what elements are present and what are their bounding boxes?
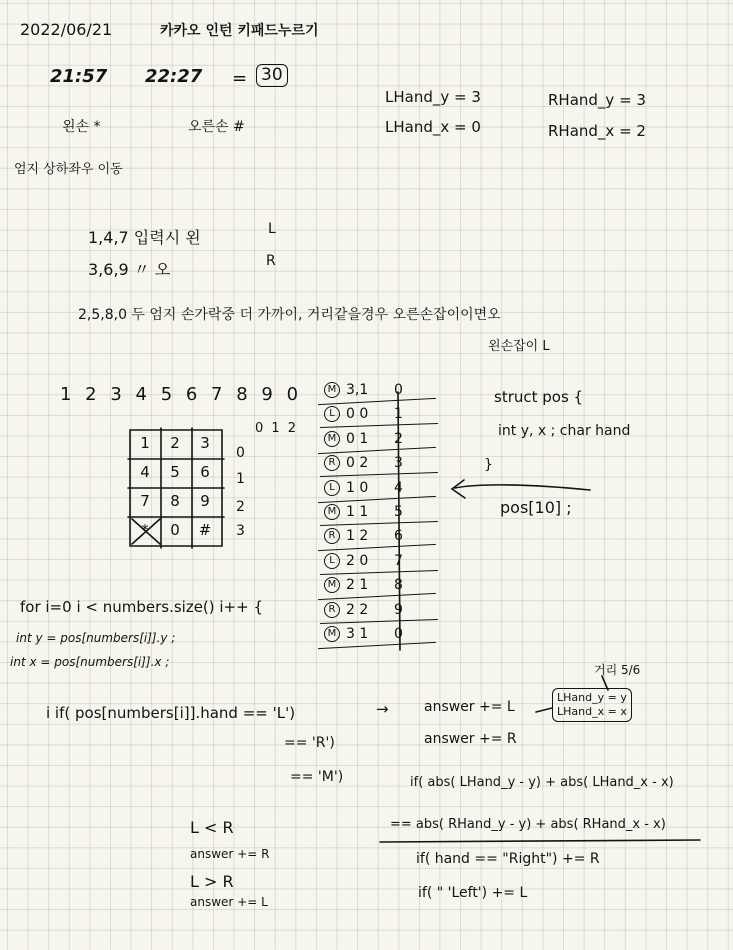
gt-answer: answer += L: [190, 895, 268, 909]
row-underline: [318, 544, 436, 551]
pos-table-row: [324, 431, 403, 447]
keypad-row: [130, 428, 220, 457]
date-text: 2022/06/21: [20, 20, 113, 39]
keypad-key: #: [198, 520, 212, 539]
equals-sign: =: [232, 68, 248, 89]
hand-marker: M: [324, 382, 340, 398]
box-connector: [536, 708, 552, 712]
right-hand-label: 오른손 #: [188, 119, 245, 135]
rhand-y: RHand_y = 3: [548, 91, 646, 109]
pos-digit: 3: [394, 455, 403, 472]
if-hand-line: i if( pos[numbers[i]].hand == 'L'): [46, 704, 296, 722]
box-line-2: LHand_x = x: [557, 705, 627, 718]
keypad-key: 6: [200, 462, 210, 481]
move-rule: 엄지 상하좌우 이동: [14, 162, 123, 177]
rule-369-hand: R: [266, 253, 276, 269]
pos-coords: 1 0: [346, 479, 369, 496]
keypad-key: 0: [170, 520, 180, 539]
pos-table-row: [324, 602, 403, 618]
row-underline: [320, 570, 438, 575]
hand-update-box: [552, 688, 632, 722]
rule-369: 3,6,9 〃 오: [88, 260, 171, 279]
pos-coords: 1 2: [346, 528, 369, 545]
keypad-key: 2: [170, 433, 180, 452]
left-hand-label: 왼손 *: [62, 119, 101, 135]
hand-marker: R: [324, 528, 340, 544]
rule-2580: 2,5,8,0 두 엄지 손가락중 더 가까이, 거리같을경우 오른손잡이이면오: [78, 307, 501, 323]
keypad-row-index: 1: [236, 471, 245, 487]
box-line-1: LHand_y = y: [557, 691, 627, 704]
keypad-row: [130, 457, 220, 486]
rule-left-handed: 왼손잡이 L: [488, 339, 550, 354]
pos-digit: 0: [394, 626, 403, 642]
keypad-key: 4: [140, 462, 150, 481]
pos-digit: 5: [394, 504, 403, 520]
row-underline: [318, 496, 436, 503]
abs-line-1: if( abs( LHand_y - y) + abs( LHand_x - x): [410, 775, 674, 790]
struct-line-3: }: [484, 457, 493, 473]
hand-marker: M: [324, 504, 340, 520]
keypad-key: 7: [140, 491, 150, 510]
row-underline: [320, 521, 438, 526]
pos-coords: 3,1: [346, 382, 369, 398]
end-time: 22:27: [145, 66, 203, 87]
rule-147: 1,4,7 입력시 왼: [88, 228, 201, 247]
hand-check-2: if( " 'Left') += L: [418, 885, 528, 901]
pos-digit: 2: [394, 430, 403, 447]
row-underline: [320, 472, 438, 477]
pos-coords: 2 2: [346, 601, 369, 618]
pos-digit: 1: [394, 406, 403, 423]
keypad-sketch: [130, 428, 220, 544]
pos-table-row: [324, 528, 403, 544]
keypad-row-index: 0: [236, 445, 245, 461]
pos-table-row: [324, 626, 403, 642]
row-underline: [318, 447, 436, 454]
keypad-row-index: 2: [236, 499, 245, 515]
keypad-col-index: 0 1 2: [255, 421, 299, 436]
rhand-x: RHand_x = 2: [548, 122, 646, 140]
answer-r-line: answer += R: [424, 731, 517, 747]
hand-marker: M: [324, 431, 340, 447]
keypad-key: 1: [140, 433, 150, 452]
pos-coords: 1 1: [346, 504, 369, 520]
for-line: for i=0 i < numbers.size() i++ {: [20, 598, 264, 616]
pos-digit: 9: [394, 601, 403, 618]
keypad-key: 5: [170, 462, 180, 481]
hand-marker: L: [324, 406, 340, 422]
pos-table-row: [324, 577, 403, 593]
abs-underline: [380, 840, 700, 842]
row-underline: [318, 398, 436, 405]
row-underline: [318, 642, 436, 649]
pos-digit: 7: [394, 552, 403, 569]
hand-marker: M: [324, 577, 340, 593]
keypad-key: 3: [200, 433, 210, 452]
int-y-line: int y = pos[numbers[i]].y ;: [16, 631, 176, 645]
eq-m-line: == 'M'): [290, 769, 344, 785]
row-underline: [320, 619, 438, 624]
keypad-row-index: 3: [236, 523, 245, 539]
lhand-x: LHand_x = 0: [385, 118, 481, 136]
pos-digit: 0: [394, 382, 403, 398]
struct-arrow: [455, 485, 590, 490]
hand-marker: R: [324, 602, 340, 618]
arrow-glyph: →: [376, 700, 389, 718]
keypad-key: *: [141, 520, 149, 539]
abs-line-2: == abs( RHand_y - y) + abs( RHand_x - x): [390, 817, 666, 832]
pos-coords: 3 1: [346, 626, 369, 642]
pos-table-row: [324, 382, 403, 398]
pos-table-row: [324, 480, 403, 496]
struct-line-2: int y, x ; char hand: [498, 423, 631, 439]
lt-condition: L < R: [190, 818, 234, 837]
keypad-row: [130, 486, 220, 515]
pos-table-row: [324, 455, 403, 471]
distance-note: 거리 5/6: [594, 663, 641, 677]
pos-digit: 6: [394, 528, 403, 545]
hand-marker: M: [324, 626, 340, 642]
eq-r-line: == 'R'): [284, 735, 335, 751]
page-title: 카카오 인턴 키패드누르기: [160, 23, 319, 39]
int-x-line: int x = pos[numbers[i]].x ;: [10, 655, 170, 669]
start-time: 21:57: [50, 66, 108, 87]
keypad-key: 9: [200, 491, 210, 510]
gt-condition: L > R: [190, 872, 234, 891]
pos-table-row: [324, 504, 403, 520]
pos-digit: 4: [394, 479, 403, 496]
pos-coords: 0 2: [346, 455, 369, 472]
pos-digit: 8: [394, 577, 403, 594]
pos-table-row: [324, 553, 403, 569]
hand-marker: L: [324, 480, 340, 496]
pos-coords: 2 0: [346, 552, 369, 569]
struct-line-1: struct pos {: [494, 388, 584, 406]
digits-row: 1 2 3 4 5 6 7 8 9 0: [60, 384, 303, 405]
struct-arrowhead: [452, 480, 465, 498]
struct-array: pos[10] ;: [500, 498, 572, 517]
elapsed-minutes: 30: [256, 64, 288, 87]
hand-marker: L: [324, 553, 340, 569]
pos-coords: 0 1: [346, 430, 369, 447]
hand-marker: R: [324, 455, 340, 471]
row-underline: [320, 423, 438, 428]
keypad-key: 8: [170, 491, 180, 510]
pos-coords: 0 0: [346, 406, 369, 423]
answer-l-line: answer += L: [424, 699, 515, 715]
lt-answer: answer += R: [190, 847, 270, 861]
keypad-row: [130, 515, 220, 544]
pos-table-row: [324, 406, 403, 422]
rule-147-hand: L: [268, 221, 276, 237]
pos-coords: 2 1: [346, 577, 369, 594]
hand-check-1: if( hand == "Right") += R: [416, 851, 600, 867]
row-underline: [318, 593, 436, 600]
lhand-y: LHand_y = 3: [385, 88, 481, 106]
